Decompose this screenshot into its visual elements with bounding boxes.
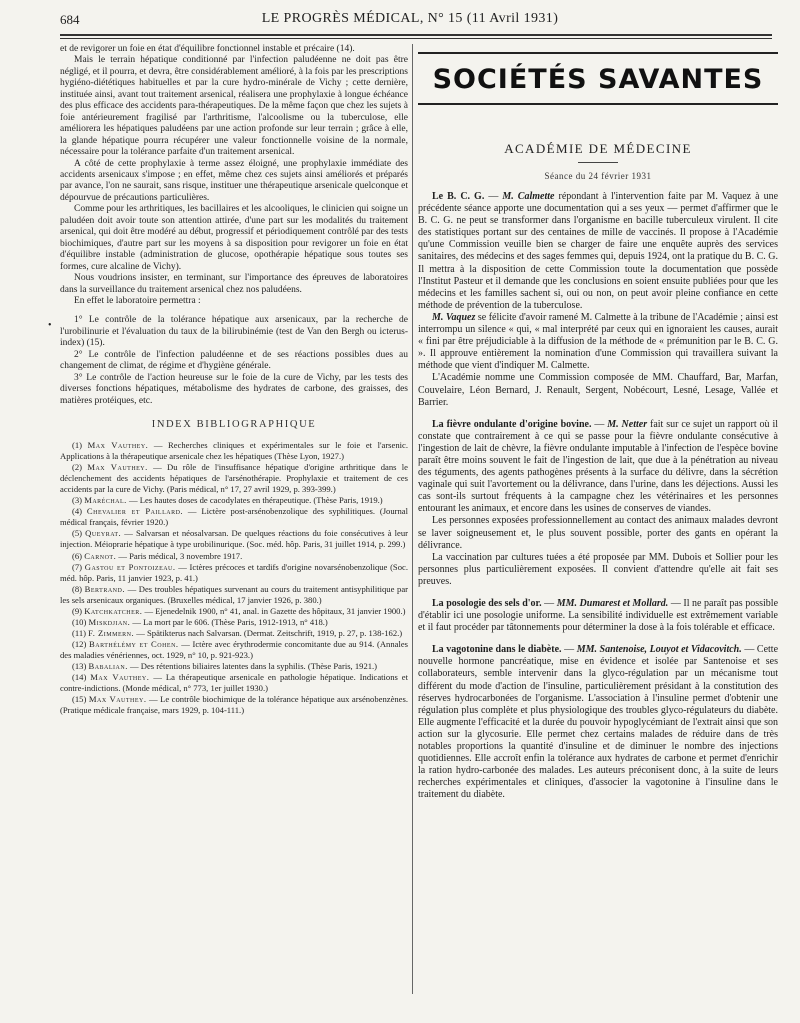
- reference-author: Maréchal.: [84, 495, 127, 506]
- reference-author: Max Vauthey.: [88, 694, 147, 705]
- reference-text: — Des troubles hépatiques survenant au cours du traitement antisyphilitique par les sels arsenicaux organiques. (Bruxelles médical, 17 janvier 1926, p. 380.): [60, 583, 408, 605]
- report-text: L'Académie nomme une Commission composée de MM. Chauffard, Bar, Marfan, Couvelaire, Léon Bernard, J. Renault, Sergent, Nobécourt, Lesné, Lesage, Vallée et Barrier.: [418, 372, 778, 408]
- report-paragraph: Le B. C. G. — M. Calmette répondant à l'intervention faite par M. Vaquez à une précédente séance apporte une documentation qui a ses yeux — permet d'affirmer que le B. C. G. ne peut se transformer dans l'organisme en bacille tuberculeux virulent. Il cite des statistiques portant sur des centaines de mille de vaccinés. Il propose à l'Académie qu'une Commission veuille bien se charger de faire une enquête auprès des services sanitaires, des médecins et des sages femmes qui, depuis 1924, ont la pratique du B. C. G. Il mettra à la disposition de cette Commission toute la documentation que possède l'Institut Pasteur et il demande que les conclusions en soient ensuite publiées pour que les médecins et les familles sachent si, oui ou non, on peut avoir pleine confiance en cette méthode de prévention de la tuberculose.: [418, 191, 778, 311]
- academy-title: ACADÉMIE DE MÉDECINE: [504, 141, 692, 156]
- reference-number: (5): [72, 528, 83, 539]
- reference-author: Babalian.: [88, 660, 128, 671]
- reference-number: (9): [72, 605, 83, 616]
- reference-item: [60, 440, 408, 462]
- reference-number: (1): [72, 440, 83, 451]
- paragraph: A côté de cette prophylaxie à terme assez éloigné, une prophylaxie immédiate des accidents arsenicaux s'impose ; en effet, même chez ces sujets ainsi améliorés et préparés par avance, l'on ne saurait, sans risque, instituer une thérapeutique arsenicale quelconque et dépourvue de précautions particulières.: [60, 158, 408, 203]
- reference-item: [60, 462, 408, 495]
- report-text: se félicite d'avoir ramené M. Calmette à la tribune de l'Académie ; ainsi est interrompu un silence « qui, « mal interprété par ceux qui en ignoraient les causes, aurait « fini par être préjudiciable à la diffusion de la méthode de « prémunition par le B. C. G. ». Il approuve entièrement la nomination d'une Commission qui travaillera suivant la méthode que vient d'indiquer M. Calmette.: [418, 311, 778, 372]
- reference-item: [60, 661, 408, 672]
- reference-text: — Ictère avec érythrodermie concomitante due au 914. (Annales des maladies vénériennes, oct. 1929, n° 10, p. 921-923.): [60, 638, 408, 660]
- reference-author: Max Vauthey.: [87, 440, 149, 451]
- reference-number: (2): [72, 462, 83, 473]
- reference-number: (13): [72, 660, 87, 671]
- report-text: — Il ne paraît pas possible d'établir ici une posologie uniforme. La sensibilité individuelle est extrêmement variable et il faut procéder par tâtonnements pour déterminer la dose à la fois tolérable et efficace.: [418, 598, 778, 634]
- topic-lead: La posologie des sels d'or.: [432, 598, 542, 609]
- reference-author: Barthélémy et Cohen.: [89, 638, 179, 649]
- report-text: — Cette nouvelle hormone pancréatique, mise en évidence et isolée par Santenoise et ses collaborateurs, semble intervenir dans la glyco-régulation par un mécanisme tout différent du mode d'action de l'insuline, particulièrement présidant à la constitution des réserves hydrocarbonées de l'organisme. L'association à l'insuline permet d'obtenir une régulation plus complète et plus physiologique des troubles glyco-régulateurs du diabète. Elle augmente l'efficacité et la durée du pouvoir hypoglycémiant de l'extrait ainsi que son action sur la glycosurie. Elle permet chez certains malades de réduire dans de très notables proportions la quantité d'insuline et de diminuer le nombre des injections quotidiennes. Elle accroît enfin la tolérance aux hydrates de carbone et permet d'enrichir la ration hydro-carbonée des malades. Les auteurs préconisent donc, à la suite de leurs recherches expérimentales et cliniques, d'associer la vagotonine à l'insuline dans le traitement du diabète.: [418, 644, 778, 801]
- reference-number: (6): [72, 550, 83, 561]
- report-paragraph: [418, 552, 778, 588]
- paragraph: Nous voudrions insister, en terminant, sur l'importance des épreuves de laboratoires dans la surveillance du traitement arsenical chez nos paludéens.: [60, 273, 408, 295]
- right-column: [418, 44, 778, 1009]
- report-paragraph: [418, 372, 778, 408]
- reference-number: (14): [72, 672, 87, 683]
- reference-author: Bertrand.: [84, 583, 125, 594]
- report-paragraph: La fièvre ondulante d'origine bovine. — M. Netter fait sur ce sujet un rapport où il constate que contrairement à ce qui se passe pour la fièvre ondulante consécutive à l'ingestion de lait de chèvre, la fièvre ondulante imputable à l'infection de l'espèce bovine paraît être moins souvent le fait de l'ingestion de lait, que due à la pénétration au niveau des téguments, des agents pathogènes présents à la surface du délivre, dans la sécrétion vaginale qui suit l'avortement ou la délivrance, dans l'urine, dans les déjections. Aussi les cas sont-ils surtout fréquents à la campagne chez les vétérinaires et les personnes entourant les animaux, et encore dans les usines de conserves de viandes.: [418, 418, 778, 515]
- reference-text: — Paris médical, 3 novembre 1917.: [116, 550, 243, 561]
- speaker-name: M. Vaquez: [432, 311, 476, 323]
- page-header: [60, 10, 760, 30]
- reference-text: — Des rétentions biliaires latentes dans la syphilis. (Thèse Paris, 1921.): [127, 660, 378, 671]
- speaker-name: M. Calmette: [502, 191, 555, 202]
- reference-item: [60, 606, 408, 617]
- reference-author: Max Vauthey.: [90, 672, 150, 683]
- reference-author: Max Vauthey.: [87, 462, 148, 473]
- report-paragraph: La vagotonine dans le diabète. — MM. Santenoise, Louyot et Vidacovitch. — Cette nouvelle hormone pancréatique, mise en évidence et isolée par Santenoise et ses collaborateurs, semble intervenir dans la glyco-régulation par un mécanisme tout différent du mode d'action de l'insuline, particulièrement présidant à la constitution des réserves hydrocarbonées de l'organisme. L'association à l'insuline permet d'obtenir une régulation plus complète et plus physiologique des troubles glyco-régulateurs du diabète. Elle augmente l'efficacité et la durée du pouvoir hypoglycémiant de l'extrait ainsi que son action sur la glycosurie. Elle permet chez certains malades de réduire dans de très notables proportions la quantité d'insuline et de diminuer le nombre des injections quotidiennes. Elle accroît enfin la tolérance aux hydrates de carbone et permet d'enrichir la ration hydro-carbonée des malades. Les auteurs préconisent donc, à la suite de leurs recherches expérimentales et cliniques, d'associer la vagotonine à l'insuline dans le traitement du diabète.: [418, 644, 778, 801]
- reference-number: (4): [72, 506, 83, 517]
- left-column: [60, 44, 408, 1009]
- reference-item: [60, 628, 408, 639]
- section-title-box: [418, 52, 778, 105]
- reference-item: [60, 562, 408, 584]
- reference-number: (8): [72, 583, 83, 594]
- report-text: Les personnes exposées professionnellement au contact des animaux malades devront se laver soigneusement et, le plus souvent possible, porter des gants en opérant la délivrance.: [418, 515, 778, 551]
- reference-item: [60, 617, 408, 628]
- paragraph: Comme pour les arthritiques, les bacillaires et les alcooliques, le clinicien qui soigne un paludéen doit avoir toute son attention attirée, d'une part sur les modalités du traitement arsenical, qui doit être modéré au début, progressif et périodiquement contrôlé par des tests biochimiques, d'autre part sur les moyens à sa disposition pour revigorer un foie en état d'équilibre instable (administration de glucose, opothérapie hépatique sous toutes ses formes, cure alcaline de Vichy).: [60, 204, 408, 272]
- reference-text: — La mort par le 606. (Thèse Paris, 1912-1913, n° 418.): [130, 616, 328, 627]
- lab-point: 3° Le contrôle de l'action heureuse sur le foie de la cure de Vichy, par les tests des diverses fonctions hépatiques, métabolisme des hydrates de carbone, des graisses, des matières protéiques, etc.: [60, 372, 408, 406]
- reference-text: — Recherches cliniques et expérimentales sur le foie et l'arsenic. Applications à la thérapeutique arsenicale chez les hépatiques (Thèse Lyon, 1927.): [60, 440, 408, 462]
- speaker-name: MM. Santenoise, Louyot et Vidacovitch.: [576, 644, 742, 656]
- speaker-name: M. Netter: [607, 418, 648, 430]
- reference-author: Katchkatcher.: [84, 605, 143, 616]
- reference-author: Gastou et Pontoizeau.: [84, 561, 176, 572]
- reference-text: — Du rôle de l'insuffisance hépatique d'origine arthritique dans le déclenchement des accidents hépatiques de l'arsénothérapie. Prophylaxie et traitement de ces accidents par la cure de Vichy. (Paris médical, n° 17, 27 avril 1929, p. 393-399.): [60, 462, 408, 495]
- report-paragraph: La posologie des sels d'or. — MM. Dumarest et Mollard. — Il ne paraît pas possible d'établir ici une posologie uniforme. La sensibilité individuelle est extrêmement variable et il faut procéder par tâtonnements pour déterminer la dose à la fois tolérable et efficace.: [418, 598, 778, 634]
- page-number: 684: [60, 12, 80, 27]
- lab-point: 1° Le contrôle de la tolérance hépatique aux arsenicaux, par la recherche de l'urobilinurie et l'évaluation du taux de la bilirubinémie (test de Van den Bergh ou icterus-index) (15).: [60, 315, 408, 349]
- reference-item: [60, 551, 408, 562]
- topic-lead: Le B. C. G.: [432, 191, 485, 202]
- reference-number: (15): [72, 694, 87, 705]
- reference-text: — Salvarsan et néosalvarsan. De quelques réactions du foie consécutives à leur injection. Méioprarie hépatique à type urobilinurique. (Soc. méd. hôp. Paris, 31 juillet 1914, p. 299.): [60, 528, 408, 550]
- lab-point: 2° Le contrôle de l'infection paludéenne et de ses réactions possibles dues au changement de climat, de régime et d'hygiène générale.: [60, 349, 408, 372]
- reference-text: — Les hautes doses de cacodylates en thérapeutique. (Thèse Paris, 1919.): [126, 495, 383, 506]
- reference-number: (12): [72, 638, 87, 649]
- reference-author: F. Zimmern.: [88, 627, 135, 638]
- paragraph: et de revigorer un foie en état d'équilibre fonctionnel instable et précaire (14).: [60, 44, 355, 54]
- reference-author: Carnot.: [84, 550, 117, 561]
- article-continuation: [60, 44, 408, 407]
- reference-text: — Spätikterus nach Salvarsan. (Dermat. Zeitschrift, 1919, p. 27, p. 138-162.): [134, 627, 403, 638]
- report-paragraph: [418, 515, 778, 551]
- paragraph: En effet le laboratoire permettra :: [74, 295, 201, 306]
- reference-item: [60, 506, 408, 528]
- speaker-name: MM. Dumarest et Mollard.: [556, 598, 669, 609]
- paragraph: Mais le terrain hépatique conditionné par l'infection paludéenne ne doit pas être négligé, et il pourra, et devra, être considérablement amélioré, à la fois par les prescriptions hygiéno-diététiques habituelles et par la cure hydro-minérale de Vichy ; cette dernière, instituée ainsi, avant tout traitement arsenical, réalisera une prophylaxie à longue échéance des plus efficace des accidents para-thérapeutiques. De la même façon que chez les sujets à foie antérieurement fragilisé par l'arthritisme, l'alcoolisme ou la tuberculose, elle améliorera les hépatiques paludéens par une action profonde sur leur terrain ; grâce à elle, la glande hépatique pourra récupérer une valeur fonctionnelle voisine de la normale, nécessaire pour la tolérance parfaite d'un traitement arsenical.: [60, 55, 408, 158]
- topic-lead: La fièvre ondulante d'origine bovine.: [432, 418, 592, 430]
- header-rule: [60, 34, 772, 39]
- topic-lead: La vagotonine dans le diabète.: [432, 644, 562, 656]
- running-title: LE PROGRÈS MÉDICAL, N° 15 (11 Avril 1931): [261, 11, 559, 26]
- reference-item: [60, 584, 408, 606]
- reference-number: (11): [72, 627, 86, 638]
- reference-item: [60, 528, 408, 550]
- reference-item: [60, 495, 408, 506]
- session-report: [418, 191, 778, 802]
- reference-text: — Lictère post-arsénobenzolique des syphilitiques. (Journal médical français, février 1920.): [60, 506, 408, 528]
- reference-number: (10): [72, 616, 87, 627]
- report-text: fait sur ce sujet un rapport où il constate que contrairement à ce qui se passe pour la fièvre ondulante consécutive à l'ingestion de lait de chèvre, la fièvre ondulante imputable à l'infection de l'espèce bovine paraît être moins souvent le fait de l'ingestion de lait, que due à la pénétration au niveau des téguments, des agents pathogènes présents à la surface du délivre, dans la sécrétion vaginale qui suit l'avortement ou la délivrance, dans l'urine, dans les déjections. Aussi les cas sont-ils surtout fréquents à la campagne chez les vétérinaires et les personnes entourant les animaux, et encore dans les usines de conserves de viandes.: [418, 418, 778, 515]
- section-title: SOCIÉTÉS SAVANTES: [432, 64, 764, 95]
- reference-item: [60, 672, 408, 694]
- reference-text: — Ejenedelnik 1900, n° 41, anal. in Gazette des hôpitaux, 31 janvier 1900.): [142, 605, 406, 616]
- reference-list: [60, 440, 408, 716]
- reference-text: — La thérapeutique arsenicale en pathologie hépatique. Indications et contre-indictions. (Monde médical, n° 773, 1er juillet 1930.): [60, 672, 408, 694]
- report-text: répondant à l'intervention faite par M. Vaquez à une précédente séance apporte une documentation qui a ses yeux — permet d'affirmer que le B. C. G. ne peut se transformer dans l'organisme en bacille tuberculeux virulent. Il cite des statistiques portant sur des centaines de mille de vaccinés. Il propose à l'Académie qu'une Commission veuille bien se charger de faire une enquête auprès des services sanitaires, des médecins et des sages femmes qui, depuis 1924, ont la pratique du B. C. G. Il mettra à la disposition de cette Commission toute la documentation que possède l'Institut Pasteur et il demande que les conclusions en soient ensuite publiées pour que les médecins et les familles sachent si, oui ou non, on peut avoir pleine confiance en cette méthode de prévention de la tuberculose.: [418, 191, 778, 311]
- reference-item: [60, 639, 408, 661]
- index-heading: INDEX BIBLIOGRAPHIQUE: [151, 419, 317, 431]
- report-text: La vaccination par cultures tuées a été proposée par MM. Dubois et Sollier pour les personnes plus particulièrement exposées. Il convient d'attendre qu'elle ait fait ses preuves.: [418, 551, 778, 587]
- column-divider: [412, 44, 413, 994]
- academy-title-rule: [578, 162, 618, 163]
- reference-text: — Ictères précoces et tardifs d'origine novarsénobenzolique (Soc. méd. hôp. Paris, 11 janvier 1923, p. 41.): [60, 561, 408, 583]
- session-date: Séance du 24 février 1931: [544, 171, 652, 181]
- reference-author: Miskdjian.: [88, 616, 131, 627]
- reference-author: Chevalier et Paillard.: [86, 506, 184, 517]
- reference-text: — Le contrôle biochimique de la tolérance hépatique aux arsénobenzènes. (Pratique médicale française, mars 1929, p. 104-111.): [60, 694, 408, 716]
- reference-author: Queyrat.: [85, 528, 122, 539]
- reference-number: (3): [72, 495, 83, 506]
- margin-bullet: •: [48, 320, 52, 331]
- reference-item: [60, 694, 408, 716]
- report-paragraph: [418, 312, 778, 372]
- reference-number: (7): [72, 561, 83, 572]
